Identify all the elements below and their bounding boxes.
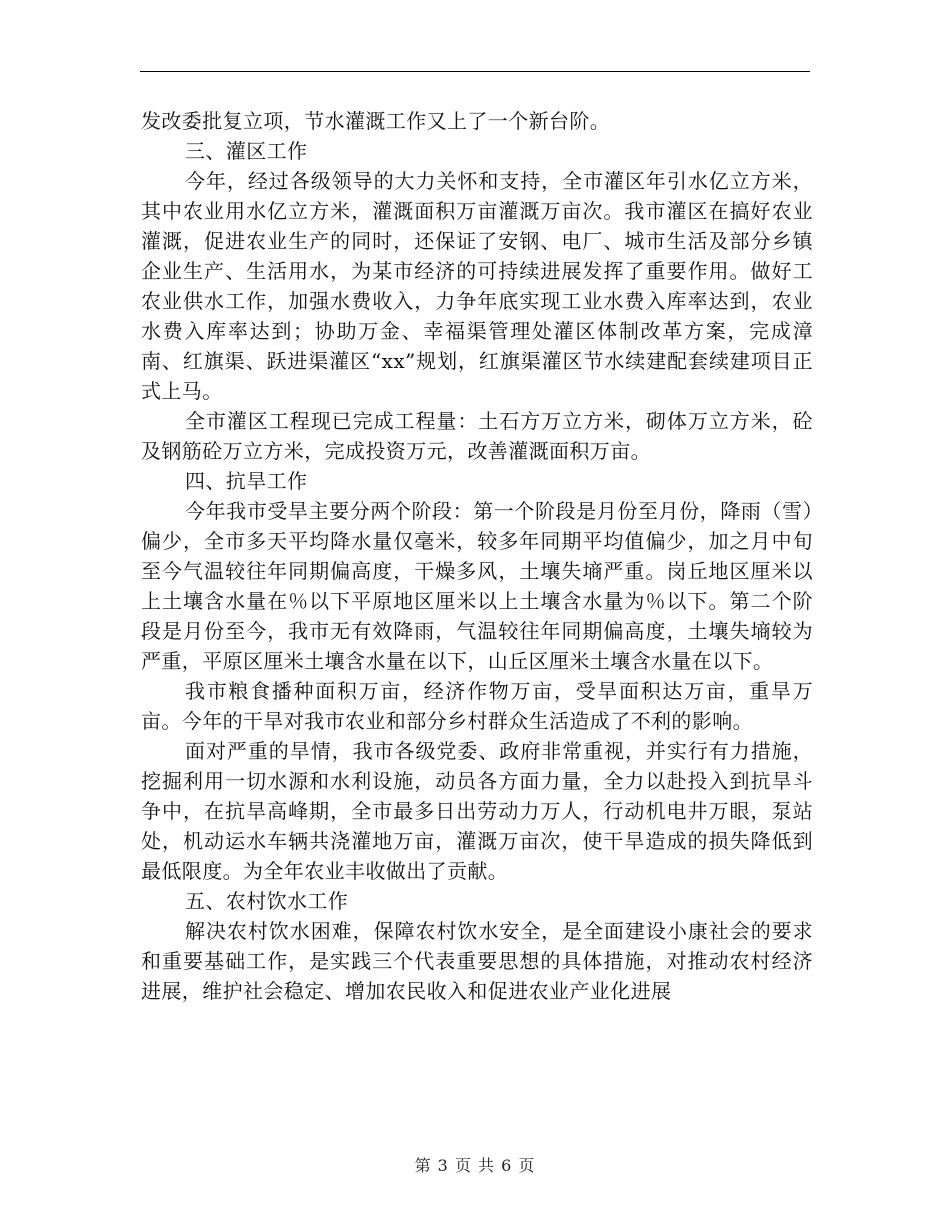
paragraph-drought-stages: 今年我市受旱主要分两个阶段：第一个阶段是月份至月份，降雨（雪）偏少，全市多天平均降水量仅毫米，较多年同期平均值偏少，加之月中旬至今气温较往年同期偏高度，干燥多风，土壤失墒严重。岗丘地区厘米以上土壤含水量在％以下平原地区厘米以上土壤含水量为％以下。第二个阶段是月份至今，我市无有效降雨，气温较往年同期偏高度，土壤失墒较为严重，平原区厘米土壤含水量在以下，山丘区厘米土壤含水量在以下。 — [141, 499, 813, 673]
paragraph-irrigation-works: 全市灌区工程现已完成工程量：土石方万立方米，砌体万立方米，砼及钢筋砼万立方米，完成投资万元，改善灌溉面积万亩。 — [141, 409, 813, 463]
document-body — [141, 106, 813, 1006]
section-heading-rural-water: 五、农村饮水工作 — [185, 889, 349, 913]
header-rule — [140, 71, 810, 72]
paragraph-irrigation-overview: 今年，经过各级领导的大力关怀和支持，全市灌区年引水亿立方米，其中农业用水亿立方米，灌溉面积万亩灌溉万亩次。我市灌区在搞好农业灌溉，促进农业生产的同时，还保证了安钢、电厂、城市生活及部分乡镇企业生产、生活用水，为某市经济的可持续进展发挥了重要作用。做好工农业供水工作，加强水费收入，力争年底实现工业水费入库率达到，农业水费入库率达到；协助万金、幸福渠管理处灌区体制改革方案，完成漳南、红旗渠、跃进渠灌区“xx”规划，红旗渠灌区节水续建配套续建项目正式上马。 — [141, 169, 813, 403]
paragraph-drought-impact: 我市粮食播种面积万亩，经济作物万亩，受旱面积达万亩，重旱万亩。今年的干旱对我市农业和部分乡村群众生活造成了不利的影响。 — [141, 679, 813, 733]
section-heading-drought: 四、抗旱工作 — [185, 469, 308, 493]
paragraph-rural-water: 解决农村饮水困难，保障农村饮水安全，是全面建设小康社会的要求和重要基础工作，是实践三个代表重要思想的具体措施，对推动农村经济进展，维护社会稳定、增加农民收入和促进农业产业化进展 — [141, 919, 813, 1003]
section-heading-irrigation: 三、灌区工作 — [185, 139, 308, 163]
paragraph-1: 发改委批复立项，节水灌溉工作又上了一个新台阶。 — [141, 109, 611, 133]
paragraph-drought-response: 面对严重的旱情，我市各级党委、政府非常重视，并实行有力措施，挖掘利用一切水源和水利设施，动员各方面力量，全力以赴投入到抗旱斗争中，在抗旱高峰期，全市最多日出劳动力万人，行动机电井万眼，泵站处，机动运水车辆共浇灌地万亩，灌溉万亩次，使干旱造成的损失降低到最低限度。为全年农业丰收做出了贡献。 — [141, 739, 813, 883]
page-number: 第 3 页 共 6 页 — [414, 1156, 536, 1175]
